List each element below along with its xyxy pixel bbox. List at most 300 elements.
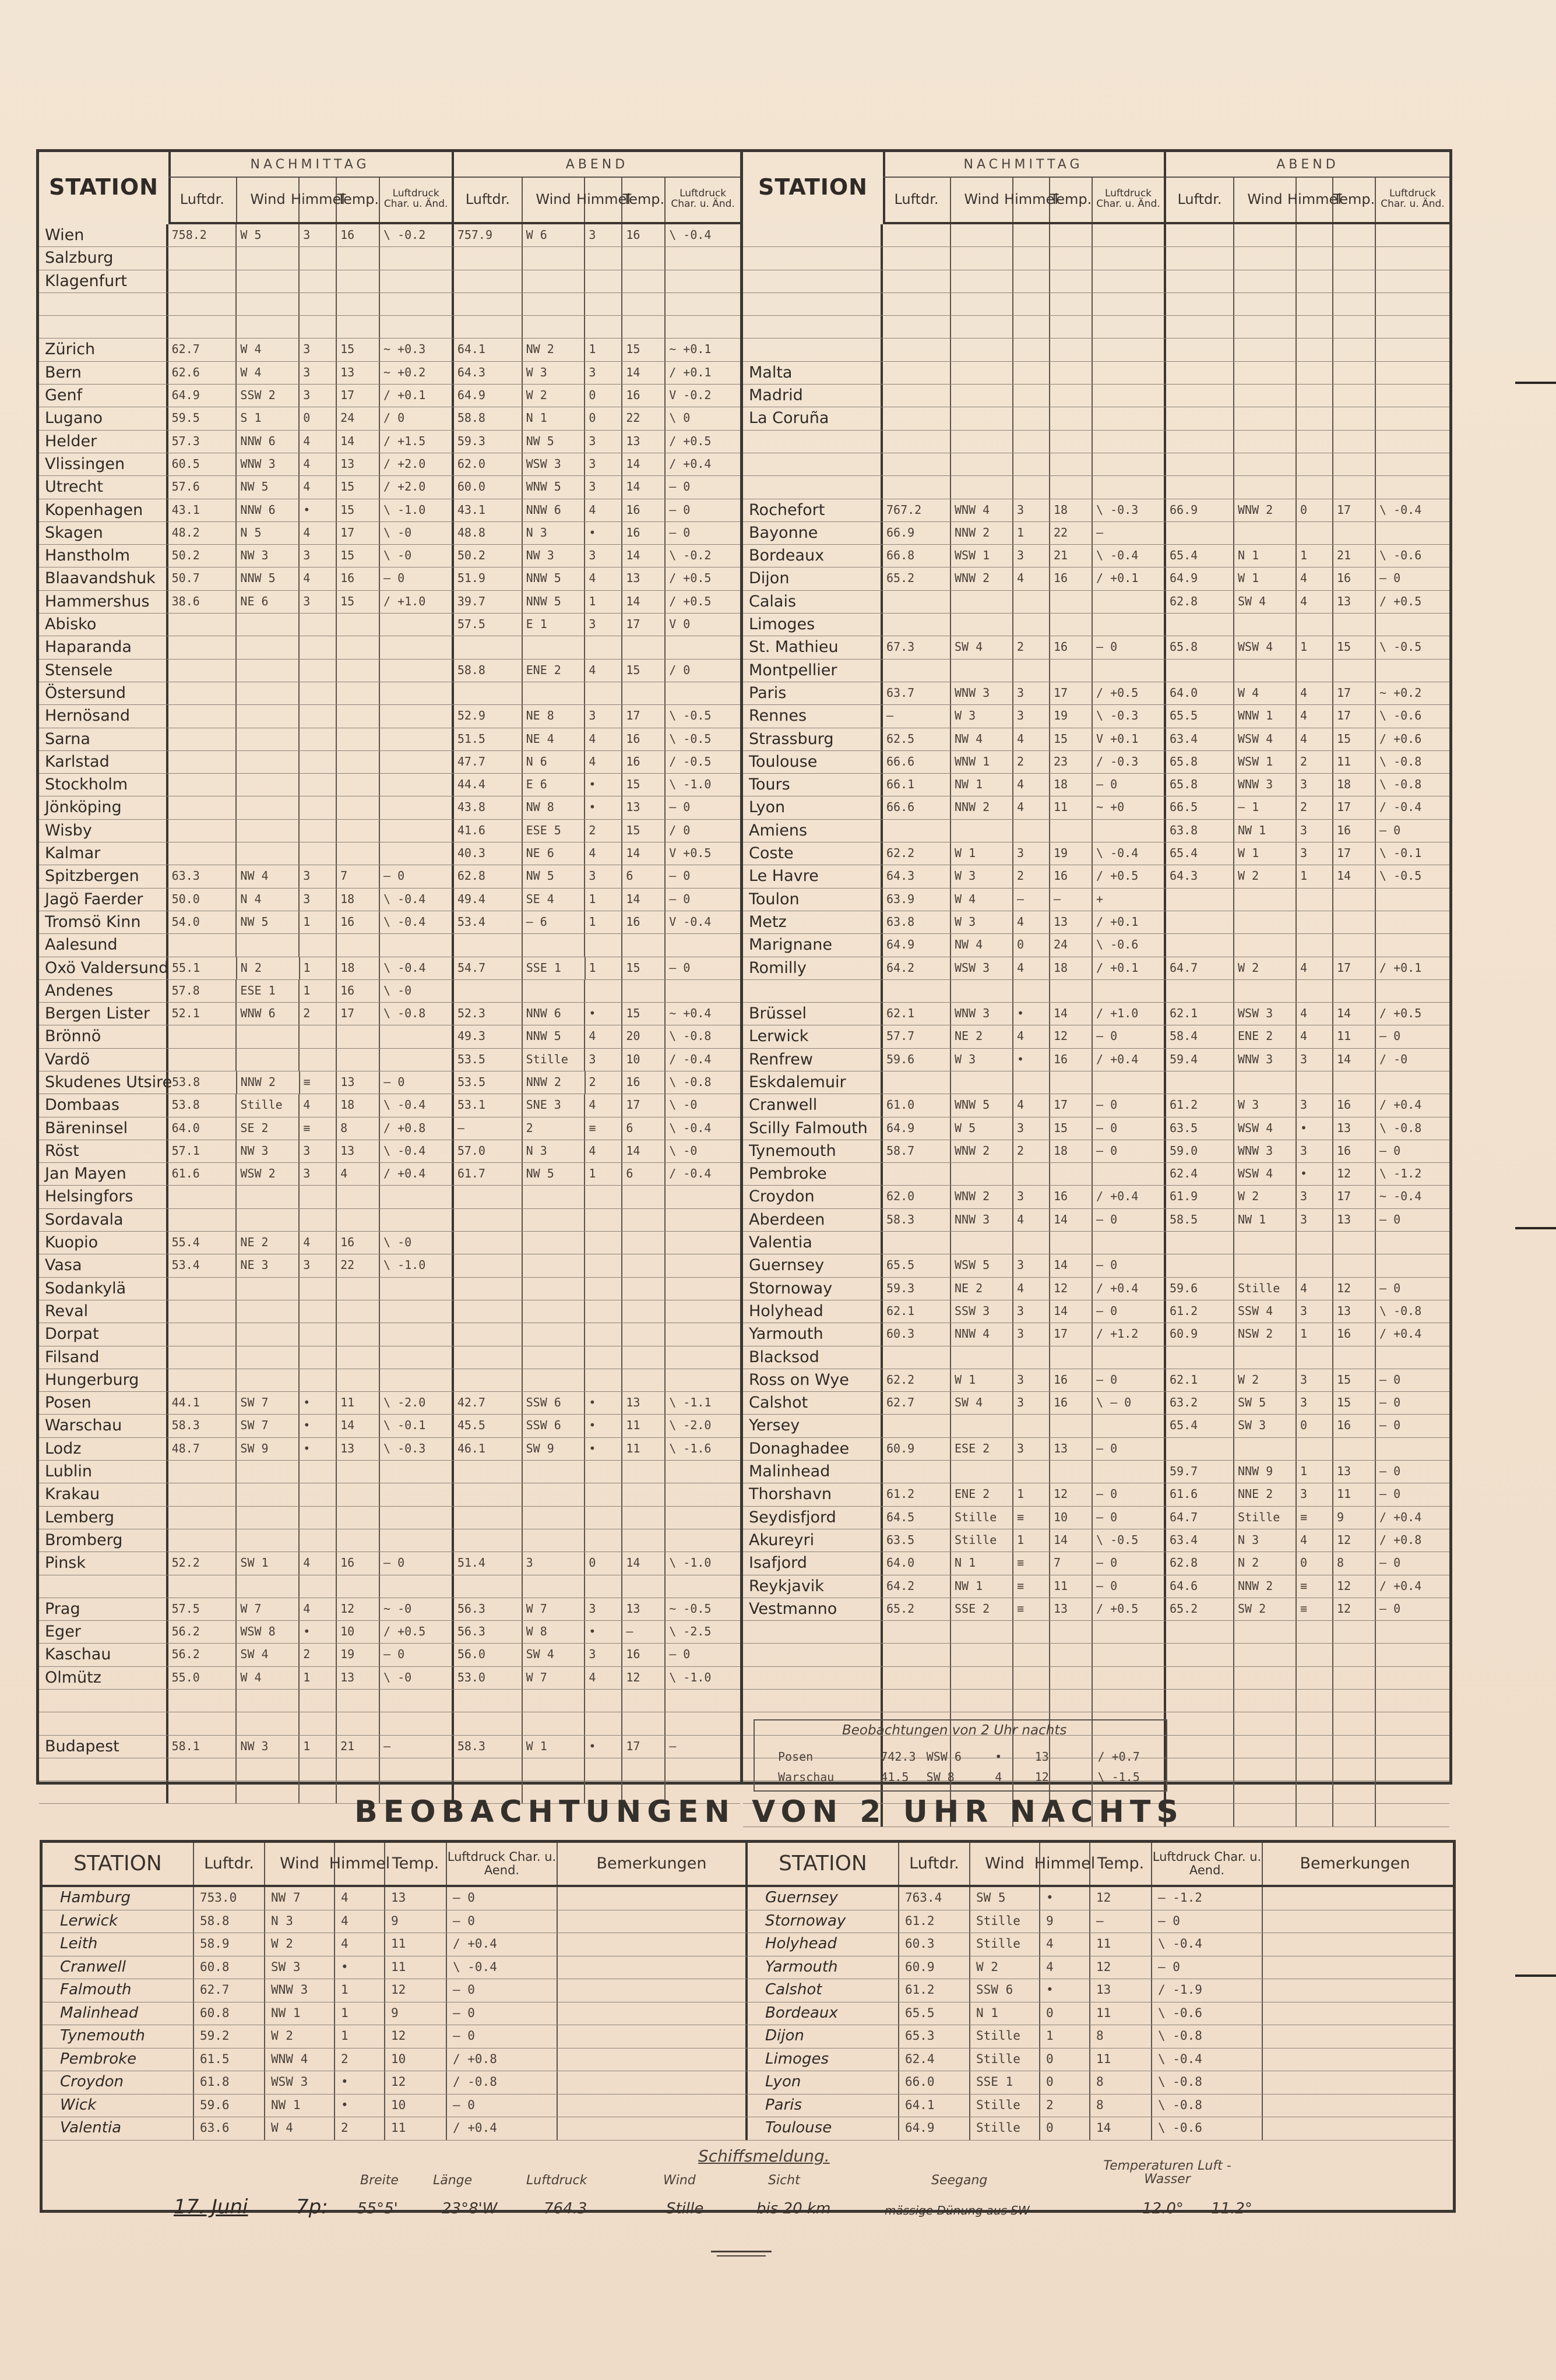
abend-wind-cell: W 2 xyxy=(1234,1186,1297,1208)
nachmittag-druckaenderung-cell: / +0.5 xyxy=(1093,1598,1166,1620)
ship-luftdruck: 764.3 xyxy=(544,2200,587,2217)
nachmittag-luftdruck-cell xyxy=(883,339,951,361)
temp-cell: 12 xyxy=(385,2071,447,2094)
abend-druckaenderung-cell xyxy=(1376,980,1449,1002)
nachmittag-druckaenderung-cell xyxy=(380,842,454,865)
abend-himmel-cell: • xyxy=(585,796,622,819)
luftdruck-cell: 753.0 xyxy=(194,1887,265,1910)
nachmittag-himmel-cell: 3 xyxy=(1013,1438,1050,1460)
nachmittag-wind-cell xyxy=(951,224,1013,246)
nachmittag-luftdruck-cell: 62.2 xyxy=(883,1369,951,1391)
nachmittag-druckaenderung-cell: / +0.1 xyxy=(1093,911,1166,933)
abend-druckaenderung-cell xyxy=(666,1483,740,1505)
station-name: Wisby xyxy=(39,820,168,842)
abend-temp-cell xyxy=(1333,270,1376,292)
nachmittag-druckaenderung-cell xyxy=(1093,316,1166,338)
station-name: Sodankylä xyxy=(39,1278,168,1300)
nachmittag-himmel-cell: • xyxy=(1013,1003,1050,1025)
nachmittag-himmel-cell: 3 xyxy=(1013,545,1050,567)
himmel-cell: 0 xyxy=(1040,2117,1090,2140)
nachmittag-header: NACHMITTAG xyxy=(883,152,1166,177)
nachmittag-wind-cell xyxy=(951,591,1013,613)
nachmittag-luftdruck-cell: 57.6 xyxy=(168,476,237,498)
abend-temp-cell xyxy=(1333,431,1376,453)
nachmittag-wind-cell xyxy=(951,453,1013,475)
station-name: Warschau xyxy=(39,1415,168,1437)
abend-druckaenderung-cell: \ -0.4 xyxy=(1379,502,1422,517)
abend-temp-cell: 15 xyxy=(622,820,666,842)
nachmittag-himmel-cell: 3 xyxy=(300,339,337,361)
table-row xyxy=(39,796,740,819)
station-name: Skagen xyxy=(39,522,168,544)
abend-luftdruck-cell xyxy=(454,636,523,658)
abend-temp-cell: 13 xyxy=(622,431,666,453)
abend-wind-cell: NNW 2 xyxy=(1234,1575,1297,1598)
table-row xyxy=(743,1049,1449,1071)
abend-himmel-cell xyxy=(585,1346,622,1369)
table-row xyxy=(39,1346,740,1369)
night-observations-heading: BEOBACHTUNGEN VON 2 UHR NACHTS xyxy=(354,1794,1184,1829)
nachmittag-druckaenderung-cell: — 0 xyxy=(1093,1254,1166,1277)
abend-himmel-cell: 1 xyxy=(586,957,623,979)
abend-druckaenderung-cell: \ -1.2 xyxy=(1379,1166,1422,1181)
abend-druckaenderung-cell: V -0.4 xyxy=(669,914,712,929)
nachmittag-himmel-cell xyxy=(300,270,337,292)
nachmittag-himmel-cell xyxy=(300,247,337,269)
nachmittag-temp-cell: 16 xyxy=(337,1232,380,1254)
label-laenge: Länge xyxy=(433,2173,473,2188)
nachmittag-luftdruck-cell xyxy=(168,1712,237,1734)
nachmittag-wind-cell: ENE 2 xyxy=(951,1483,1013,1505)
abend-wind-cell: SW 4 xyxy=(1234,591,1297,613)
abend-luftdruck-cell: 64.6 xyxy=(1166,1575,1234,1598)
nachmittag-luftdruck-cell: 59.5 xyxy=(168,407,237,429)
abend-temp-cell xyxy=(622,934,666,956)
station-name: Toulon xyxy=(743,888,883,911)
abend-luftdruck-cell: 60.9 xyxy=(1166,1323,1234,1345)
table-row xyxy=(743,545,1449,567)
nachmittag-druckaenderung-cell: — xyxy=(1093,522,1166,544)
nachmittag-luftdruck-cell xyxy=(883,247,951,269)
nachmittag-luftdruck-cell xyxy=(883,660,951,682)
nachmittag-druckaenderung-cell: — 0 xyxy=(1093,1575,1166,1598)
nachmittag-druckaenderung-cell: / +0.4 xyxy=(380,1163,454,1185)
abend-druckaenderung-cell: — 0 xyxy=(669,1647,691,1662)
nachmittag-wind-cell: ESE 1 xyxy=(237,980,300,1002)
table-row xyxy=(39,1140,740,1163)
abend-druckaenderung-cell xyxy=(666,1300,740,1323)
abend-luftdruck-cell: 61.9 xyxy=(1166,1186,1234,1208)
table-row xyxy=(743,1690,1449,1712)
abend-himmel-cell: 1 xyxy=(1297,636,1333,658)
nachmittag-temp-cell: 21 xyxy=(337,1736,380,1758)
nachmittag-temp-cell: 16 xyxy=(1050,1186,1093,1208)
nachmittag-luftdruck-cell xyxy=(168,820,237,842)
nachmittag-temp-cell: 18 xyxy=(1050,957,1093,979)
abend-druckaenderung-cell: \ -0 xyxy=(669,1098,698,1112)
abend-luftdruck-cell xyxy=(1166,293,1234,315)
nachmittag-druckaenderung-cell: — 0 xyxy=(380,1644,454,1666)
abend-temp-cell: 14 xyxy=(622,1552,666,1574)
abend-druckaenderung-cell: V +0.5 xyxy=(669,846,712,861)
abend-temp-cell: 18 xyxy=(1333,774,1376,796)
abend-luftdruck-cell xyxy=(454,1507,523,1529)
himmel-cell: 1 xyxy=(335,1979,385,2002)
nachmittag-druckaenderung-cell xyxy=(380,270,454,292)
nachmittag-temp-cell xyxy=(1050,1163,1093,1185)
abend-temp-cell: 12 xyxy=(622,1667,666,1689)
nachmittag-luftdruck-cell: 58.3 xyxy=(168,1415,237,1437)
abend-wind-cell xyxy=(1234,934,1297,956)
abend-himmel-cell: 4 xyxy=(1297,1025,1333,1048)
abend-wind-cell xyxy=(523,1232,586,1254)
abend-luftdruck-cell xyxy=(1166,407,1234,429)
nachmittag-druckaenderung-cell xyxy=(380,796,454,819)
station-name xyxy=(743,339,883,361)
table-row xyxy=(743,1278,1449,1300)
night-column-header: Bemerkungen xyxy=(1300,1854,1410,1873)
station-name: Haparanda xyxy=(39,636,168,658)
table-row xyxy=(743,1163,1449,1186)
abend-temp-cell xyxy=(622,270,666,292)
abend-temp-cell: 14 xyxy=(622,362,666,384)
nachmittag-druckaenderung-cell: — 0 xyxy=(1093,1438,1166,1460)
nachmittag-druckaenderung-cell: \ -0.4 xyxy=(380,1094,454,1116)
abend-druckaenderung-cell: \ -1.0 xyxy=(669,1670,712,1684)
nachmittag-himmel-cell: 4 xyxy=(1013,774,1050,796)
nachmittag-temp-cell: 16 xyxy=(1050,865,1093,887)
nachmittag-himmel-cell: 1 xyxy=(300,980,337,1002)
station-name: Oxö Valdersund xyxy=(39,957,168,979)
abend-luftdruck-cell: 47.7 xyxy=(454,751,523,773)
nachmittag-luftdruck-cell xyxy=(883,1667,951,1689)
abend-himmel-cell: 0 xyxy=(1297,499,1333,521)
abend-luftdruck-cell: 58.4 xyxy=(1166,1025,1234,1048)
table-row xyxy=(743,682,1449,705)
abend-temp-cell: 17 xyxy=(622,1094,666,1116)
nachmittag-luftdruck-cell xyxy=(168,247,237,269)
nachmittag-luftdruck-cell: 64.9 xyxy=(883,1117,951,1140)
abend-wind-cell xyxy=(1234,247,1297,269)
nachmittag-wind-cell xyxy=(951,476,1013,498)
abend-luftdruck-cell xyxy=(454,270,523,292)
nachmittag-druckaenderung-cell: \ -0.2 xyxy=(380,224,454,246)
temp-cell: 10 xyxy=(385,2095,447,2117)
abend-wind-cell: 3 xyxy=(523,1552,586,1574)
abend-druckaenderung-cell xyxy=(1376,888,1449,911)
abend-temp-cell: — xyxy=(622,1621,666,1643)
nachmittag-luftdruck-cell xyxy=(168,1025,237,1048)
nachmittag-himmel-cell: 4 xyxy=(1013,728,1050,750)
table-row xyxy=(39,934,740,957)
nachmittag-luftdruck-cell xyxy=(883,1690,951,1712)
nachmittag-luftdruck-cell: 62.6 xyxy=(168,362,237,384)
nachmittag-himmel-cell: 3 xyxy=(300,591,337,613)
abend-wind-cell xyxy=(1234,1438,1297,1460)
nachmittag-druckaenderung-cell: ~ +0 xyxy=(1093,796,1166,819)
nachmittag-luftdruck-cell xyxy=(168,1529,237,1552)
abend-temp-cell: 16 xyxy=(1333,1094,1376,1116)
abend-luftdruck-cell: 54.7 xyxy=(454,957,523,979)
nachmittag-druckaenderung-cell: \ -0 xyxy=(380,1667,454,1689)
abend-wind-cell xyxy=(1234,1254,1297,1277)
abend-temp-cell: 15 xyxy=(1333,1369,1376,1391)
abend-druckaenderung-cell: \ -0.5 xyxy=(1379,640,1422,654)
nachmittag-luftdruck-cell: 57.7 xyxy=(883,1025,951,1048)
abend-temp-cell xyxy=(622,1323,666,1345)
night-table-row xyxy=(43,2095,1453,2118)
nachmittag-temp-cell xyxy=(337,1529,380,1552)
station-name xyxy=(743,316,883,338)
nachmittag-wind-cell: SSE 2 xyxy=(951,1598,1013,1620)
abend-himmel-cell: 3 xyxy=(1297,1049,1333,1071)
table-row xyxy=(39,774,740,796)
nachmittag-himmel-cell xyxy=(300,660,337,682)
nachmittag-temp-cell xyxy=(337,660,380,682)
bemerkungen-cell xyxy=(1263,2095,1447,2117)
temp-cell: 12 xyxy=(385,1979,447,2002)
abend-luftdruck-cell xyxy=(454,1232,523,1254)
nachmittag-luftdruck-cell xyxy=(168,751,237,773)
abend-himmel-cell xyxy=(585,682,622,704)
night-column-header: Bemerkungen xyxy=(558,1843,748,1885)
himmel-cell: 0 xyxy=(1040,2002,1090,2025)
abend-druckaenderung-cell: \ -0.8 xyxy=(1379,1303,1422,1318)
abend-luftdruck-cell: 65.4 xyxy=(1166,545,1234,567)
station-name: Lugano xyxy=(39,407,168,429)
table-row xyxy=(39,1323,740,1346)
abend-himmel-cell: ≡ xyxy=(1297,1507,1333,1529)
abend-himmel-cell: • xyxy=(585,1415,622,1437)
table-row xyxy=(39,591,740,613)
abend-luftdruck-cell: 65.2 xyxy=(1166,1598,1234,1620)
station-name: Holyhead xyxy=(748,1933,899,1956)
abend-himmel-cell: • xyxy=(585,1621,622,1643)
nachmittag-himmel-cell xyxy=(300,1712,337,1734)
abend-himmel-cell: 1 xyxy=(585,888,622,911)
station-name: Tynemouth xyxy=(43,2025,194,2048)
station-name: Hanstholm xyxy=(39,545,168,567)
abend-himmel-cell xyxy=(585,1278,622,1300)
abend-wind-cell xyxy=(1234,1071,1297,1094)
abend-druckaenderung-cell xyxy=(1376,1736,1449,1758)
abend-temp-cell: 17 xyxy=(1333,957,1376,979)
nachmittag-wind-cell xyxy=(237,1781,300,1803)
nachmittag-himmel-cell xyxy=(1013,293,1050,315)
table-row xyxy=(743,1392,1449,1415)
abend-wind-cell: NE 4 xyxy=(523,728,586,750)
nachmittag-luftdruck-cell: 62.7 xyxy=(168,339,237,361)
abend-himmel-cell: 1 xyxy=(585,911,622,933)
nachmittag-luftdruck-cell: 48.2 xyxy=(168,522,237,544)
nachmittag-himmel-cell: 1 xyxy=(1013,1483,1050,1505)
bemerkungen-cell xyxy=(558,2071,748,2094)
abend-druckaenderung-cell xyxy=(666,1461,740,1483)
station-name: Yarmouth xyxy=(748,1956,899,1979)
nachmittag-druckaenderung-cell xyxy=(380,682,454,704)
abend-himmel-cell xyxy=(1297,1232,1333,1254)
abend-wind-cell: W 7 xyxy=(523,1598,586,1620)
abend-wind-cell xyxy=(1234,385,1297,407)
abend-druckaenderung-cell: \ -0.4 xyxy=(669,228,712,242)
abend-luftdruck-cell xyxy=(1166,339,1234,361)
nachmittag-temp-cell xyxy=(1050,1415,1093,1437)
station-name: Stockholm xyxy=(39,774,168,796)
nachmittag-wind-cell: NW 1 xyxy=(951,1575,1013,1598)
nachmittag-wind-cell: N 2 xyxy=(237,957,300,979)
abend-wind-cell: W 3 xyxy=(1234,1094,1297,1116)
nachmittag-himmel-cell: 4 xyxy=(300,522,337,544)
abend-wind-cell: W 8 xyxy=(523,1621,586,1643)
nachmittag-himmel-cell: • xyxy=(1013,1049,1050,1071)
nachmittag-luftdruck-cell xyxy=(883,1461,951,1483)
abend-wind-cell: NSW 2 xyxy=(1234,1323,1297,1345)
abend-himmel-cell xyxy=(585,1186,622,1208)
abend-luftdruck-cell: 65.8 xyxy=(1166,636,1234,658)
nachmittag-druckaenderung-cell xyxy=(1093,362,1166,384)
station-name: Lublin xyxy=(39,1461,168,1483)
nachmittag-druckaenderung-cell xyxy=(380,1575,454,1598)
abend-luftdruck-cell xyxy=(1166,1621,1234,1643)
nachmittag-himmel-cell: 0 xyxy=(300,407,337,429)
nachmittag-himmel-cell xyxy=(1013,385,1050,407)
abend-druckaenderung-cell xyxy=(1376,407,1449,429)
table-row xyxy=(743,1071,1449,1094)
table-row xyxy=(743,613,1449,636)
abend-himmel-cell: 3 xyxy=(1297,820,1333,842)
station-name xyxy=(743,476,883,498)
nachmittag-temp-cell: 18 xyxy=(1050,1140,1093,1162)
abend-temp-cell xyxy=(1333,385,1376,407)
station-name: Rennes xyxy=(743,705,883,727)
wind-cell: W 4 xyxy=(265,2117,335,2140)
bemerkungen-cell xyxy=(1263,2071,1447,2094)
abend-luftdruck-cell: 57.0 xyxy=(454,1140,523,1162)
nachmittag-luftdruck-cell: 61.6 xyxy=(168,1163,237,1185)
nachmittag-wind-cell: SSW 3 xyxy=(951,1300,1013,1323)
abend-luftdruck-cell: 63.4 xyxy=(1166,728,1234,750)
abend-luftdruck-cell xyxy=(1166,613,1234,636)
abend-header: ABEND xyxy=(1276,157,1339,172)
abend-temp-cell xyxy=(1333,1712,1376,1734)
abend-temp-cell: 17 xyxy=(622,1736,666,1758)
table-row xyxy=(39,567,740,590)
abend-luftdruck-cell xyxy=(1166,362,1234,384)
nachmittag-temp-cell xyxy=(337,1209,380,1231)
abend-wind-cell xyxy=(1234,660,1297,682)
nachmittag-luftdruck-cell: 50.7 xyxy=(168,567,237,590)
nachmittag-luftdruck-cell xyxy=(168,1758,237,1780)
station-name xyxy=(39,1690,168,1712)
nachmittag-himmel-cell: ≡ xyxy=(1013,1598,1050,1620)
abend-luftdruck-cell: 62.8 xyxy=(454,865,523,887)
ship-wind: Stille xyxy=(666,2200,704,2217)
table-row xyxy=(743,1209,1449,1232)
nachmittag-temp-cell xyxy=(1050,820,1093,842)
ship-seegang: mässige Dünung aus SW xyxy=(885,2203,1030,2217)
station-name: Akureyri xyxy=(743,1529,883,1552)
nachmittag-himmel-cell xyxy=(1013,316,1050,338)
abend-druckaenderung-cell: — xyxy=(669,1739,677,1753)
abend-druckaenderung-cell: \ -0.6 xyxy=(1379,548,1422,563)
abend-druckaenderung-cell: \ -0.8 xyxy=(1379,754,1422,768)
wind-cell: W 2 xyxy=(970,1956,1040,1979)
nachmittag-wind-cell: W 1 xyxy=(951,842,1013,865)
abend-himmel-cell: 4 xyxy=(585,1140,622,1162)
table-row xyxy=(743,774,1449,796)
abend-himmel-cell xyxy=(1297,1736,1333,1758)
column-header: Luftdruck Char. u. Änd. xyxy=(671,188,735,210)
nachmittag-luftdruck-cell xyxy=(168,1209,237,1231)
nachmittag-wind-cell xyxy=(237,270,300,292)
abend-himmel-cell xyxy=(1297,660,1333,682)
nachmittag-luftdruck-cell xyxy=(883,476,951,498)
abend-wind-cell xyxy=(1234,1712,1297,1734)
nachmittag-luftdruck-cell: 64.0 xyxy=(168,1117,237,1140)
station-name: Blacksod xyxy=(743,1346,883,1369)
abend-druckaenderung-cell xyxy=(1376,613,1449,636)
bemerkungen-cell xyxy=(558,1979,748,2002)
label-luftdruck: Luftdruck xyxy=(526,2173,587,2188)
nachmittag-himmel-cell xyxy=(1013,362,1050,384)
abend-temp-cell xyxy=(622,1278,666,1300)
abend-wind-cell: W 3 xyxy=(523,362,586,384)
nachmittag-luftdruck-cell: 54.0 xyxy=(168,911,237,933)
nachmittag-druckaenderung-cell: / +0.1 xyxy=(1093,957,1166,979)
abend-druckaenderung-cell: / +0.5 xyxy=(669,594,712,608)
nachmittag-himmel-cell: • xyxy=(300,1438,337,1460)
abend-druckaenderung-cell xyxy=(1376,1346,1449,1369)
station-name: Helsingfors xyxy=(39,1186,168,1208)
abend-temp-cell: 16 xyxy=(622,751,666,773)
nachmittag-himmel-cell xyxy=(1013,660,1050,682)
nachmittag-himmel-cell xyxy=(300,1186,337,1208)
abend-himmel-cell xyxy=(1297,980,1333,1002)
himmel-cell: 1 xyxy=(335,2025,385,2048)
abend-himmel-cell: • xyxy=(585,522,622,544)
nachmittag-druckaenderung-cell xyxy=(1093,1644,1166,1666)
wind-cell: W 2 xyxy=(265,2025,335,2048)
bemerkungen-cell xyxy=(1263,2117,1447,2140)
abend-luftdruck-cell: 62.0 xyxy=(454,453,523,475)
table-row xyxy=(39,1415,740,1437)
abend-himmel-cell: 4 xyxy=(1297,705,1333,727)
abend-temp-cell: 16 xyxy=(622,911,666,933)
nachmittag-druckaenderung-cell xyxy=(1093,980,1166,1002)
abend-wind-cell: E 1 xyxy=(523,613,586,636)
nachmittag-temp-cell: 13 xyxy=(1050,1438,1093,1460)
abend-druckaenderung-cell: \ -0.8 xyxy=(669,1029,712,1043)
himmel-cell: 4 xyxy=(335,1933,385,1956)
bemerkungen-cell xyxy=(558,1933,748,1956)
druckaenderung-cell: — 0 xyxy=(447,2002,558,2025)
abend-druckaenderung-cell xyxy=(666,980,740,1002)
nachmittag-luftdruck-cell: 55.1 xyxy=(168,957,237,979)
abend-temp-cell xyxy=(622,1461,666,1483)
abend-wind-cell xyxy=(1234,224,1297,246)
station-name: Coste xyxy=(743,842,883,865)
abend-himmel-cell: 1 xyxy=(585,1163,622,1185)
druckaenderung-cell: — 0 xyxy=(1152,1910,1263,1933)
table-row xyxy=(743,1140,1449,1163)
nachmittag-himmel-cell: 3 xyxy=(300,385,337,407)
station-name: Abisko xyxy=(39,613,168,636)
abend-wind-cell: SW 2 xyxy=(1234,1598,1297,1620)
abend-druckaenderung-cell: — 0 xyxy=(669,525,691,540)
abend-luftdruck-cell: 46.1 xyxy=(454,1438,523,1460)
table-row xyxy=(39,1736,740,1758)
nachmittag-himmel-cell xyxy=(1013,431,1050,453)
